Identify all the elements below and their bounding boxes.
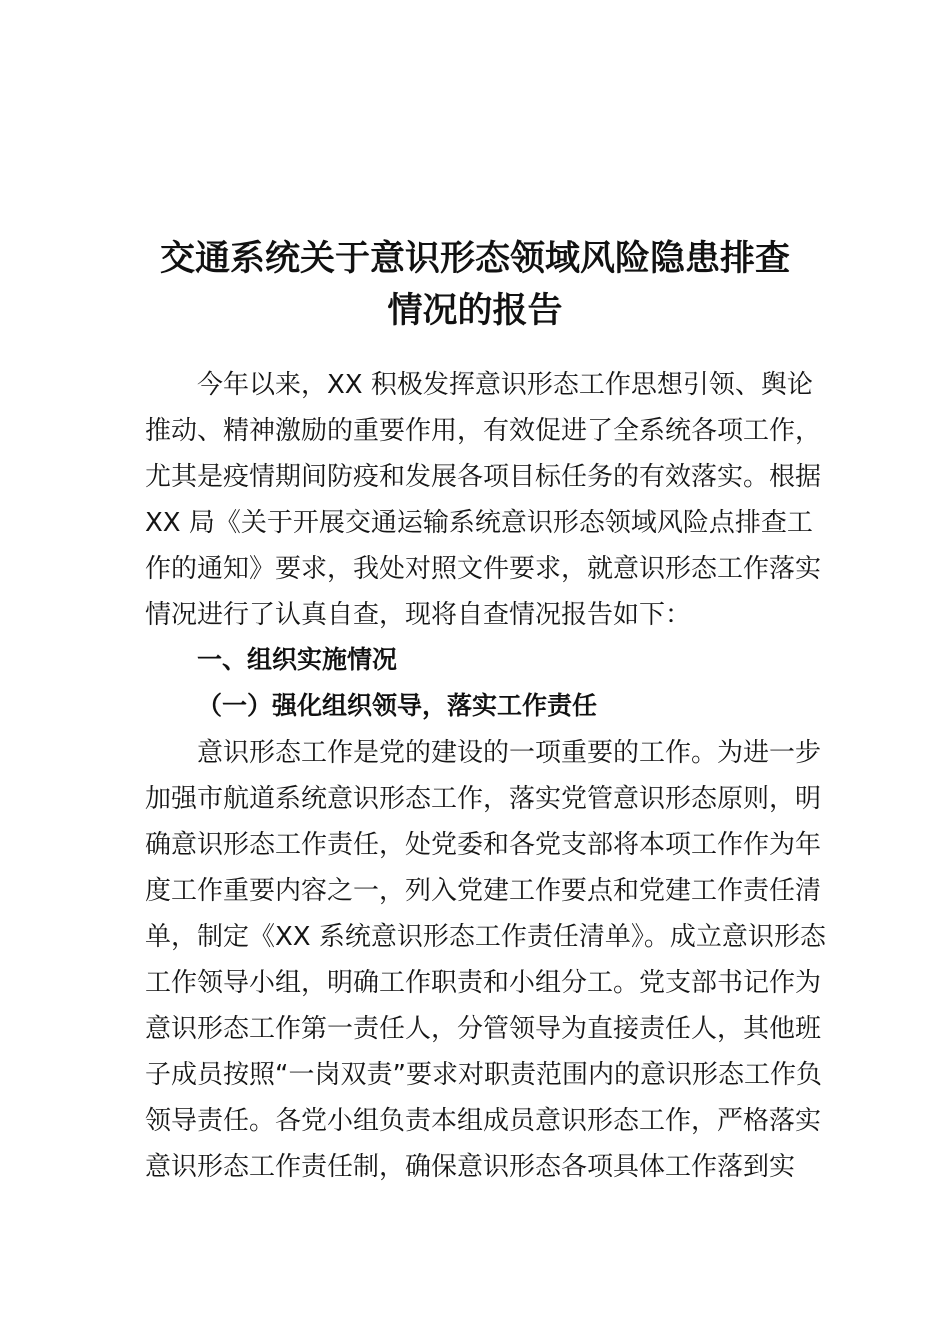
paragraph-line: 情况进行了认真自查，现将自查情况报告如下：: [145, 600, 692, 630]
paragraph-intro: [145, 362, 822, 638]
paragraph-line: 推动、精神激励的重要作用，有效促进了全系统各项工作，: [145, 416, 822, 446]
section-heading-1: 一、组织实施情况: [197, 645, 398, 674]
document-title-line-1: 交通系统关于意识形态领域风险隐患排查: [159, 239, 790, 279]
paragraph-line: 作的通知》要求，我处对照文件要求，就意识形态工作落实: [145, 554, 822, 584]
paragraph-line: 意识形态工作是党的建设的一项重要的工作。为进一步: [197, 738, 822, 768]
paragraph-line: 意识形态工作第一责任人，分管领导为直接责任人，其他班: [145, 1014, 822, 1044]
paragraph-line: 度工作重要内容之一，列入党建工作要点和党建工作责任清: [145, 876, 822, 906]
paragraph-organization: [145, 730, 826, 1190]
paragraph-line: 工作领导小组，明确工作职责和小组分工。党支部书记作为: [145, 968, 822, 998]
paragraph-line: 今年以来，XX 积极发挥意识形态工作思想引领、舆论: [197, 370, 813, 400]
paragraph-line: 尤其是疫情期间防疫和发展各项目标任务的有效落实。根据: [145, 462, 822, 492]
paragraph-line: XX 局《关于开展交通运输系统意识形态领域风险点排查工: [145, 508, 813, 538]
document-title-line-2: 情况的报告: [387, 291, 563, 331]
paragraph-line: 意识形态工作责任制，确保意识形态各项具体工作落到实: [145, 1152, 796, 1182]
paragraph-line: 单，制定《XX 系统意识形态工作责任清单》。成立意识形态: [145, 922, 826, 952]
subsection-heading-1: （一）强化组织领导，落实工作责任: [197, 691, 598, 720]
paragraph-line: 领导责任。各党小组负责本组成员意识形态工作，严格落实: [145, 1106, 822, 1136]
paragraph-line: 确意识形态工作责任，处党委和各党支部将本项工作作为年: [145, 830, 822, 860]
paragraph-line: 加强市航道系统意识形态工作，落实党管意识形态原则，明: [145, 784, 822, 814]
paragraph-line: 子成员按照“一岗双责”要求对职责范围内的意识形态工作负: [145, 1060, 822, 1090]
